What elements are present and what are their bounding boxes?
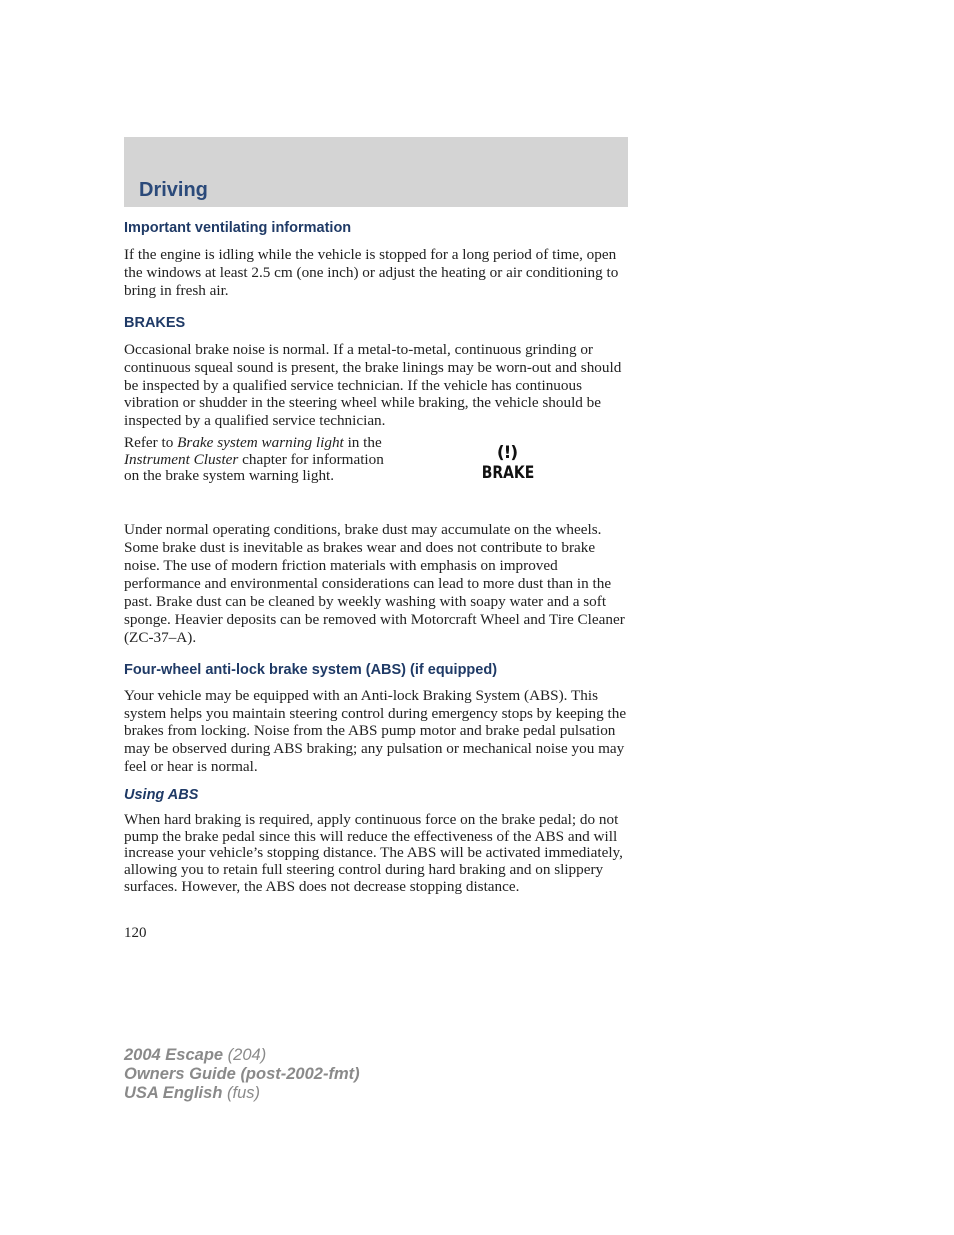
footer-line-1 (124, 1046, 360, 1065)
using-abs-body: When hard braking is required, apply continuous force on the brake pedal; do not pump the brake pedal since this will reduce the effectiveness of the ABS and will increase your vehicle’s stopping distance. The ABS will be activated immediately, allowing you to retain full steering control during hard braking and on slippery surfaces. However, the ABS does not decrease stopping distance. (124, 811, 623, 895)
brakes-heading: BRAKES (124, 314, 186, 331)
footer-language-code: (fus) (222, 1084, 260, 1102)
section-title: Driving (139, 179, 208, 201)
page-content (124, 220, 630, 895)
footer-model-code: (204) (223, 1046, 267, 1064)
using-abs-heading: Using ABS (124, 787, 199, 804)
ventilating-body: If the engine is idling while the vehicle is stopped for a long period of time, open the windows at least 2.5 cm (one inch) or adjust the heating or air conditioning to bring in fresh air. (124, 246, 619, 299)
abs-heading: Four-wheel anti-lock brake system (ABS) (if equipped) (124, 661, 498, 678)
footer-language: USA English (124, 1084, 223, 1102)
brake-reference-text (124, 435, 384, 484)
ref-prefix: Refer to (124, 434, 178, 452)
footer-model: 2004 Escape (124, 1046, 224, 1064)
document-footer (124, 1046, 360, 1103)
section-header-band (124, 137, 628, 207)
brakes-body-2: Under normal operating conditions, brake dust may accumulate on the wheels. Some brake dust is inevitable as brakes wear and does not contribute to brake noise. The use of modern friction materials with emphasis on improved performance and environmental considerations can lead to more dust than in the past. Brake dust can be cleaned by weekly washing with soapy water and a soft sponge. Heavier deposits can be removed with Motorcraft Wheel and Tire Cleaner (ZC-37–A). (124, 521, 625, 646)
footer-line-3 (124, 1084, 360, 1103)
brakes-body-1: Occasional brake noise is normal. If a metal-to-metal, continuous grinding or continuous squeal sound is present, the brake linings may be worn-out and should be inspected by a qualified service technician. If the vehicle has continuous vibration or shudder in the steering wheel while braking, the vehicle should be inspected by a qualified service technician. (124, 340, 622, 430)
brake-reference-block (124, 435, 630, 507)
ref-brake-warning-light: Brake system warning light (177, 434, 344, 452)
brake-icon-label: BRAKE (481, 463, 535, 484)
abs-body: Your vehicle may be equipped with an Anti-lock Braking System (ABS). This system helps you maintain steering control during emergency stops by keeping the brakes from locking. Noise from the ABS pump motor and brake pedal pulsation may be observed during ABS braking; any pulsation or mechanical noise you may feel or hear is normal. (124, 686, 627, 776)
ref-suffix: chapter for information on the brake system warning light. (124, 450, 384, 484)
brake-exclamation-symbol: (!) (496, 443, 518, 464)
ref-instrument-cluster: Instrument Cluster (124, 450, 239, 468)
ref-mid: in the (343, 434, 382, 452)
brake-warning-icon (476, 443, 538, 493)
ventilating-heading: Important ventilating information (124, 220, 352, 236)
page-number: 120 (124, 925, 147, 941)
footer-line-2: Owners Guide (post-2002-fmt) (124, 1065, 360, 1083)
